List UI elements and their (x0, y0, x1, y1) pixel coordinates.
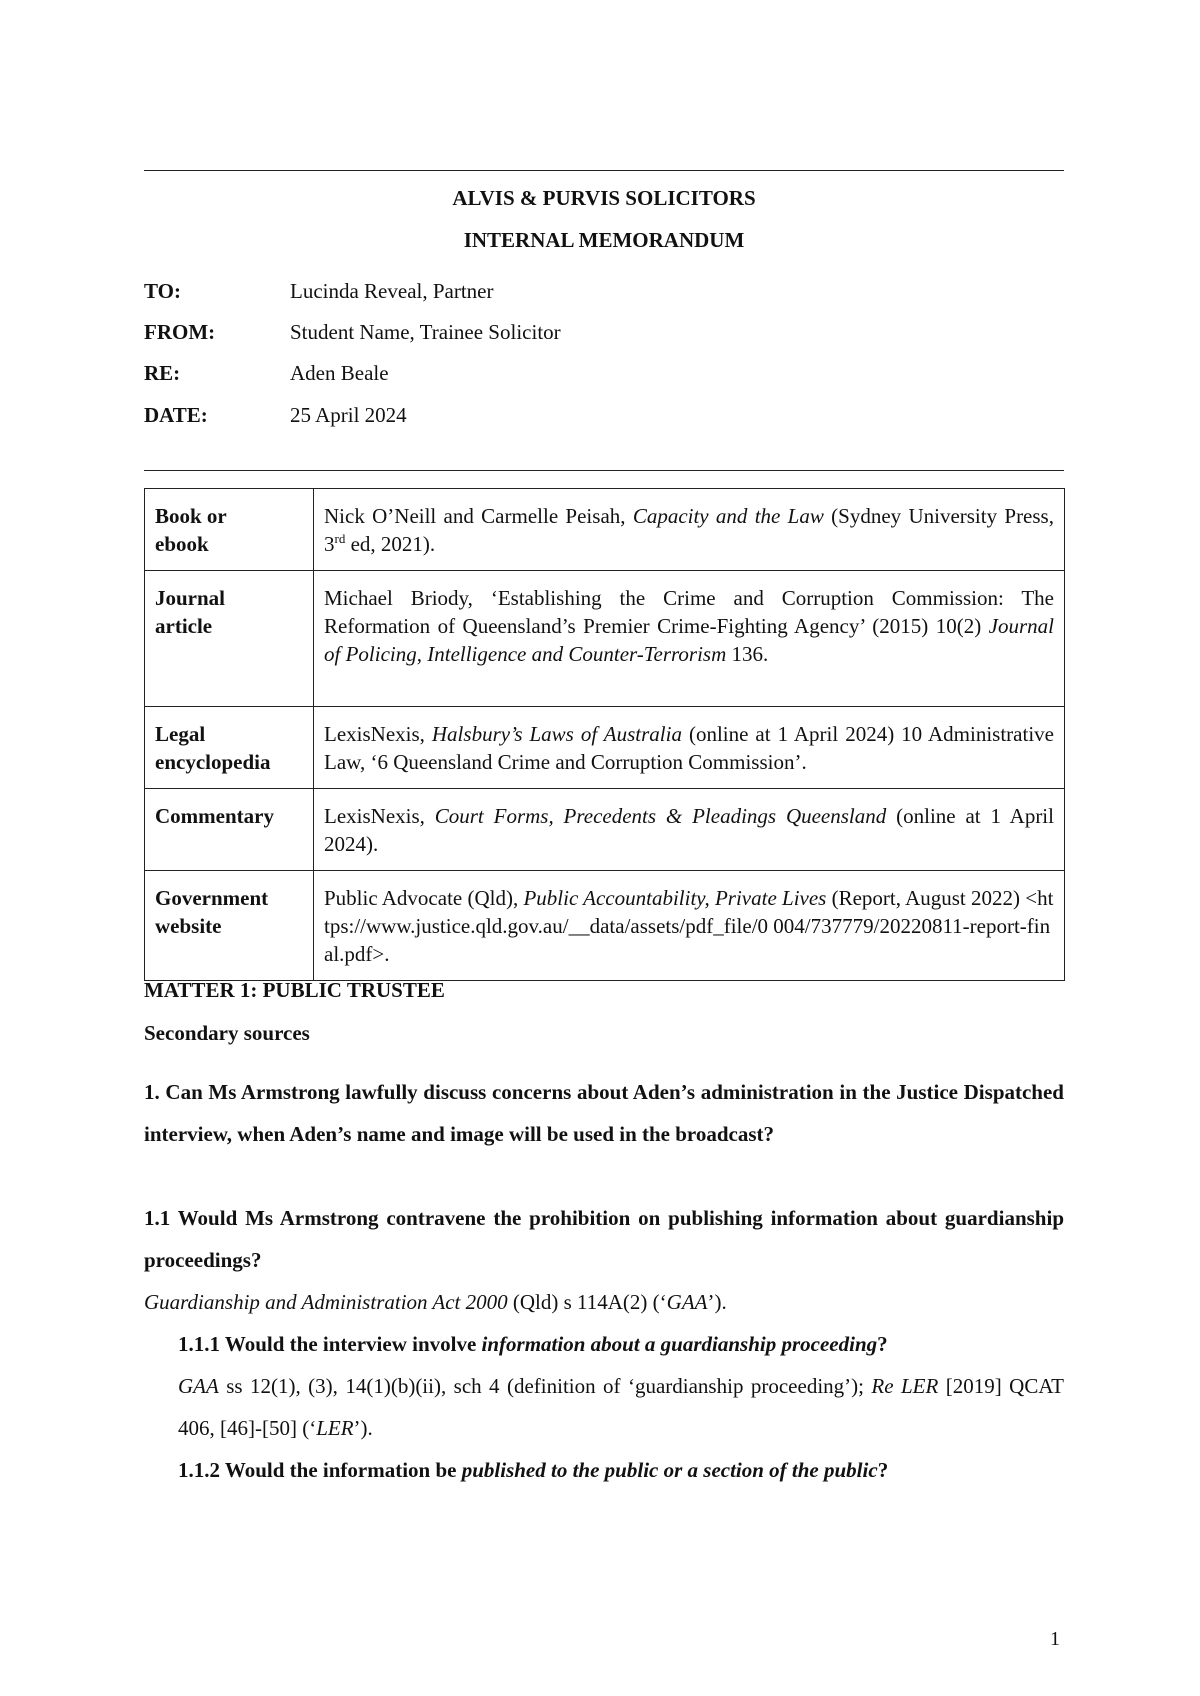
citation-gaa: Guardianship and Administration Act 2000 (Qld) s 114A(2) (‘GAA’). (144, 1290, 727, 1314)
table-row (145, 871, 1065, 981)
question-1-1: 1.1 Would Ms Armstrong contravene the prohibition on publishing information about guardianship proceedings? (144, 1206, 1064, 1272)
page-number: 1 (1050, 1628, 1060, 1650)
from-label: FROM: (144, 320, 216, 344)
top-rule (144, 170, 1064, 171)
re-label: RE: (144, 361, 181, 385)
question-1-1-1: 1.1.1 Would the interview involve information about a guardianship proceeding? (178, 1332, 888, 1356)
source-type-cell: Commentary (145, 789, 314, 871)
from-value: Student Name, Trainee Solicitor (290, 320, 561, 344)
source-citation-cell: LexisNexis, Court Forms, Precedents & Pleadings Queensland (online at 1 April 2024). (314, 789, 1065, 871)
sources-table (144, 488, 1065, 981)
memo-date-row (144, 403, 1064, 433)
source-type-cell: Legal encyclopedia (145, 707, 314, 789)
source-citation-cell: Michael Briody, ‘Establishing the Crime and Corruption Commission: The Reformation of Queensland’s Premier Crime-Fighting Agency’ (2015) 10(2) Journal of Policing, Intelligence and Counter-Terrorism 136. (314, 571, 1065, 707)
source-citation-cell: LexisNexis, Halsbury’s Laws of Australia (online at 1 April 2024) 10 Administrative Law, ‘6 Queensland Crime and Corruption Commission’. (314, 707, 1065, 789)
header-bottom-rule (144, 470, 1064, 471)
table-row (145, 789, 1065, 871)
table-row (145, 571, 1065, 707)
re-value: Aden Beale (290, 361, 389, 385)
table-row (145, 707, 1065, 789)
to-value: Lucinda Reveal, Partner (290, 279, 494, 303)
question-1-1-2: 1.1.2 Would the information be published to the public or a section of the public? (178, 1458, 889, 1482)
secondary-sources-heading: Secondary sources (144, 1021, 310, 1045)
source-type-cell: Government website (145, 871, 314, 981)
source-citation-cell: Nick O’Neill and Carmelle Peisah, Capacity and the Law (Sydney University Press, 3rd ed, 2021). (314, 489, 1065, 571)
question-1: 1. Can Ms Armstrong lawfully discuss concerns about Aden’s administration in the Justice Dispatched interview, when Aden’s name and image will be used in the broadcast? (144, 1080, 1064, 1146)
date-label: DATE: (144, 403, 208, 427)
source-type-cell: Journal article (145, 571, 314, 707)
citation-ler: GAA ss 12(1), (3), 14(1)(b)(ii), sch 4 (definition of ‘guardianship proceeding’); Re LER [2019] QCAT 406, [46]-[50] (‘LER’). (178, 1374, 1065, 1440)
memo-re-row (144, 361, 1064, 391)
memo-title: INTERNAL MEMORANDUM (463, 228, 745, 252)
memo-to-row (144, 279, 1064, 309)
to-label: TO: (144, 279, 181, 303)
matter-heading: MATTER 1: PUBLIC TRUSTEE (144, 978, 445, 1002)
source-type-cell: Book or ebook (145, 489, 314, 571)
firm-name: ALVIS & PURVIS SOLICITORS (452, 186, 756, 210)
source-citation-cell: Public Advocate (Qld), Public Accountability, Private Lives (Report, August 2022) <https://www.justice.qld.gov.au/__data/assets/pdf_file/0 004/737779/20220811-report-final.pdf>. (314, 871, 1065, 981)
table-row (145, 489, 1065, 571)
memo-from-row (144, 320, 1064, 350)
date-value: 25 April 2024 (290, 403, 407, 427)
